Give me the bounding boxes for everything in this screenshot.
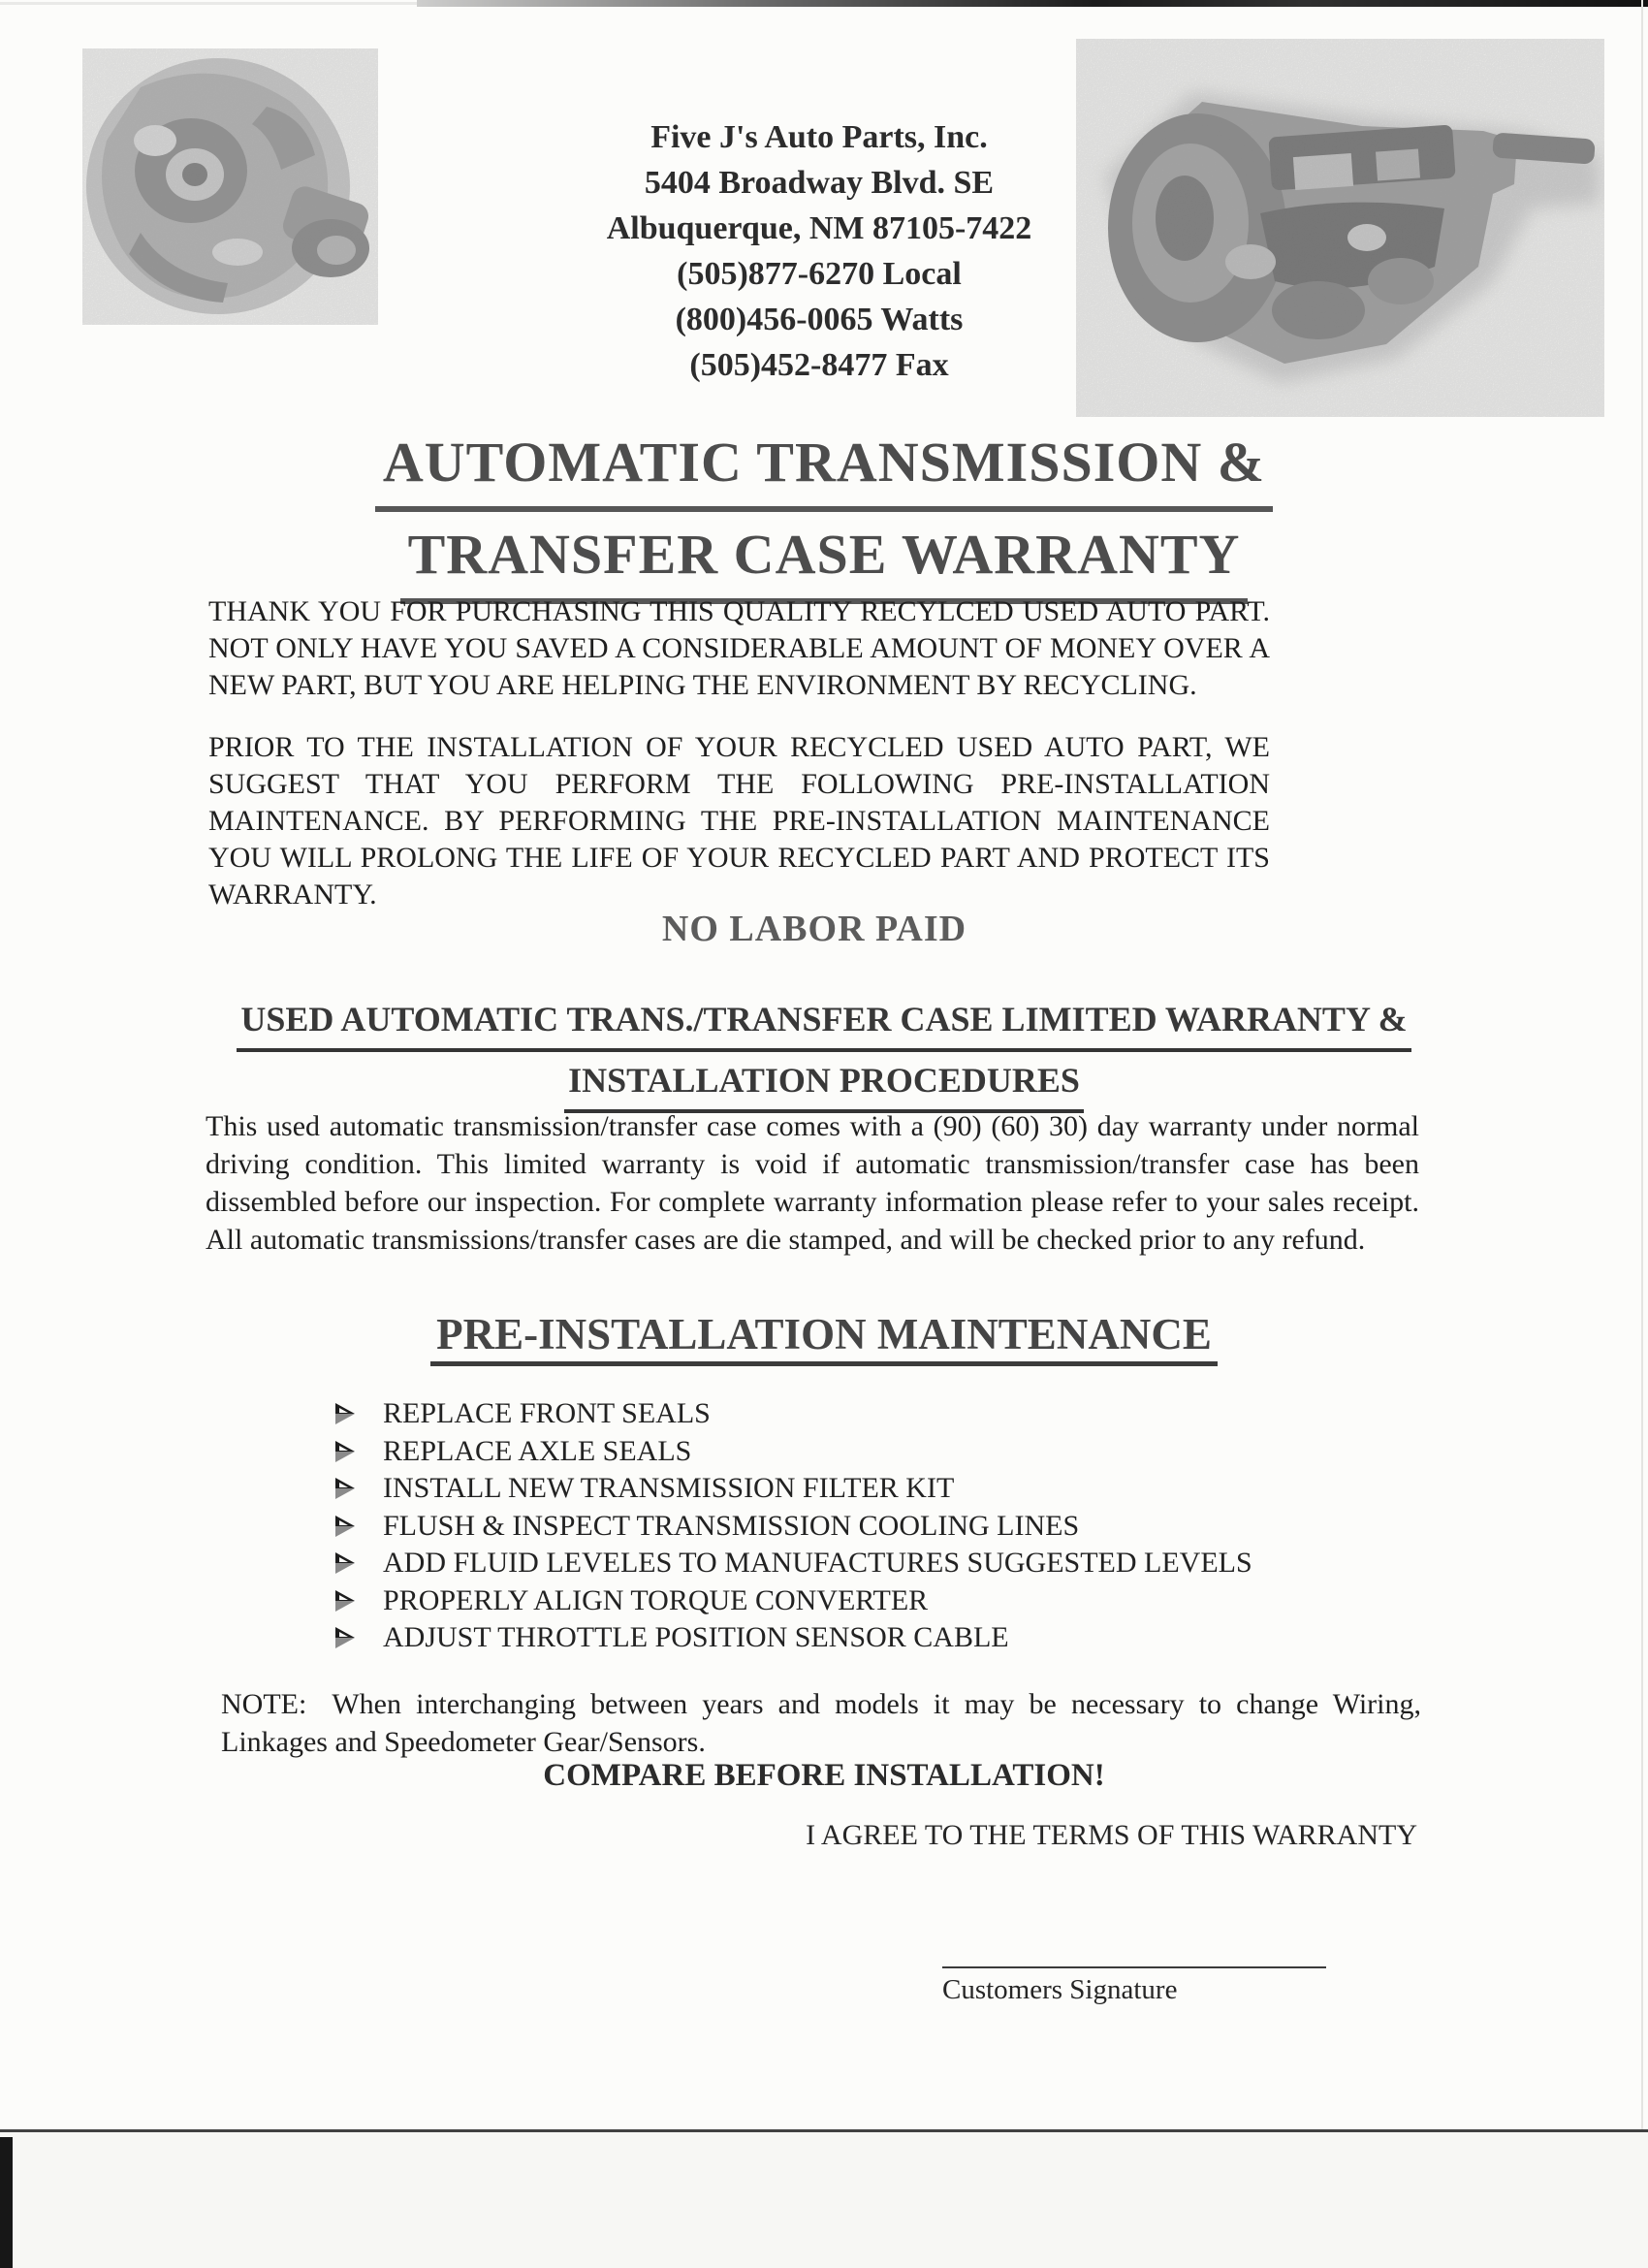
torque-converter-illustration bbox=[82, 48, 378, 325]
document-title-line2: TRANSFER CASE WARRANTY bbox=[400, 512, 1249, 604]
pre-installation-advice-paragraph: PRIOR TO THE INSTALLATION OF YOUR RECYCLED USED AUTO PART, WE SUGGEST THAT YOU PERFORM THE FOLLOWING PRE-INSTALLATION MAINTENANCE. BY PERFORMING THE PRE-INSTALLATION MAINTENANCE YOU WILL PROLONG THE LIFE OF YOUR RECYCLED PART AND PROTECT ITS WARRANTY. bbox=[208, 731, 1270, 910]
limited-warranty-heading bbox=[0, 991, 1648, 1113]
checklist-item-label: INSTALL NEW TRANSMISSION FILTER KIT bbox=[383, 1472, 955, 1504]
document-title bbox=[0, 420, 1648, 604]
phone-local: (505)877-6270 Local bbox=[677, 256, 962, 292]
thank-you-paragraph: THANK YOU FOR PURCHASING THIS QUALITY RECYLCED USED AUTO PART. NOT ONLY HAVE YOU SAVED A CONSIDERABLE AMOUNT OF MONEY OVER A NEW PART, BUT YOU ARE HELPING THE ENVIRONMENT BY RECYCLING. bbox=[208, 595, 1270, 701]
checklist-item bbox=[334, 1621, 1537, 1659]
scan-artifact-top-left bbox=[0, 2, 417, 5]
compare-before-installation-heading: COMPARE BEFORE INSTALLATION! bbox=[543, 1758, 1105, 1793]
note-text: When interchanging between years and models it may be necessary to change Wiring, Linkages and Speedometer Gear/Sensors. bbox=[221, 1688, 1421, 1758]
note-paragraph bbox=[221, 1685, 1421, 1761]
pre-installation-maintenance-heading-text: PRE-INSTALLATION MAINTENANCE bbox=[430, 1309, 1218, 1366]
checklist-item bbox=[334, 1584, 1537, 1622]
phone-watts: (800)456-0065 Watts bbox=[675, 302, 964, 337]
no-labor-paid-heading: NO LABOR PAID bbox=[661, 909, 967, 949]
checklist-item bbox=[334, 1397, 1537, 1435]
limited-warranty-heading-line1: USED AUTOMATIC TRANS./TRANSFER CASE LIMITED WARRANTY & bbox=[237, 991, 1410, 1052]
transmission-illustration bbox=[1076, 39, 1604, 417]
pre-installation-maintenance-heading bbox=[0, 1309, 1648, 1366]
arrow-bullet-icon bbox=[334, 1515, 356, 1538]
checklist-item bbox=[334, 1547, 1537, 1584]
arrow-bullet-icon bbox=[334, 1589, 356, 1613]
checklist-item bbox=[334, 1510, 1537, 1548]
phone-fax: (505)452-8477 Fax bbox=[689, 347, 949, 383]
transmission-photo bbox=[1076, 39, 1604, 417]
scan-artifact-top-edge bbox=[417, 0, 1648, 7]
scanner-bed-area bbox=[0, 2132, 1648, 2268]
address-street: 5404 Broadway Blvd. SE bbox=[644, 165, 995, 201]
checklist-item bbox=[334, 1435, 1537, 1473]
limited-warranty-heading-line2: INSTALLATION PROCEDURES bbox=[564, 1052, 1084, 1113]
checklist-item-label: PROPERLY ALIGN TORQUE CONVERTER bbox=[383, 1583, 929, 1616]
scan-artifact-left-bar bbox=[0, 2137, 13, 2268]
signature-label: Customers Signature bbox=[942, 1974, 1178, 2005]
arrow-bullet-icon bbox=[334, 1477, 356, 1500]
checklist-item-label: FLUSH & INSPECT TRANSMISSION COOLING LINES bbox=[383, 1509, 1080, 1542]
checklist-item-label: REPLACE AXLE SEALS bbox=[383, 1434, 692, 1467]
checklist-item-label: ADJUST THROTTLE POSITION SENSOR CABLE bbox=[383, 1621, 1009, 1653]
checklist-item-label: ADD FLUID LEVELES TO MANUFACTURES SUGGESTED LEVELS bbox=[383, 1547, 1252, 1579]
arrow-bullet-icon bbox=[334, 1402, 356, 1425]
company-name: Five J's Auto Parts, Inc. bbox=[650, 119, 988, 155]
note-label: NOTE: bbox=[221, 1688, 307, 1720]
arrow-bullet-icon bbox=[334, 1626, 356, 1649]
document-title-line1: AUTOMATIC TRANSMISSION & bbox=[375, 420, 1273, 512]
torque-converter-photo bbox=[82, 48, 378, 325]
agreement-statement: I AGREE TO THE TERMS OF THIS WARRANTY bbox=[806, 1819, 1417, 1851]
scan-artifact-right-edge bbox=[1641, 0, 1643, 2268]
checklist-item-label: REPLACE FRONT SEALS bbox=[383, 1397, 711, 1429]
address-city-state-zip: Albuquerque, NM 87105-7422 bbox=[606, 210, 1032, 246]
maintenance-checklist bbox=[334, 1397, 1537, 1659]
arrow-bullet-icon bbox=[334, 1551, 356, 1575]
arrow-bullet-icon bbox=[334, 1440, 356, 1463]
signature-line bbox=[942, 1966, 1326, 2006]
warranty-terms-paragraph: This used automatic transmission/transfer case comes with a (90) (60) 30) day warranty under normal driving condition. This limited warranty is void if automatic transmission/transfer case has been dissembled before our inspection. For complete warranty information please refer to your sales receipt. All automatic transmissions/transfer cases are die stamped, and will be checked prior to any refund. bbox=[206, 1110, 1419, 1256]
checklist-item bbox=[334, 1472, 1537, 1510]
